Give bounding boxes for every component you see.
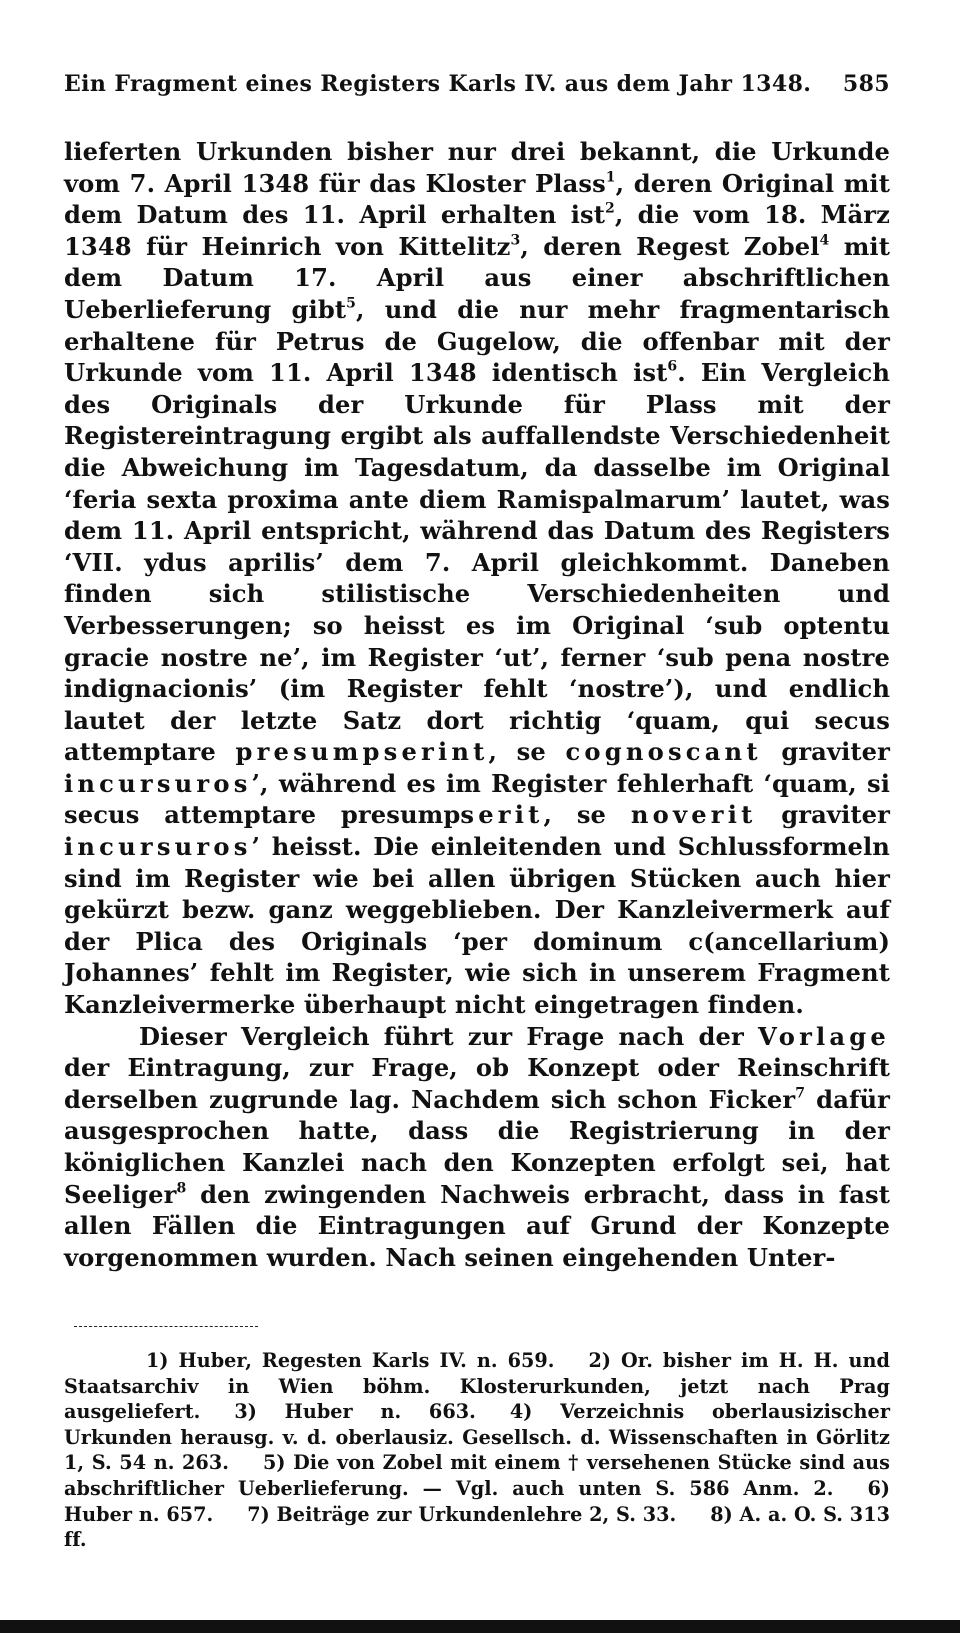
- page-number: 585: [842, 71, 890, 97]
- text-run: mit dem Datum 17. April aus einer abschriftlichen Ueberlieferung gibt: [64, 231, 890, 324]
- footnote-ref: 2: [604, 200, 615, 217]
- text-run: , se: [543, 800, 631, 830]
- text-run: ’, während es im Register fehlerhaft ‘quam, si secus attemptare presump: [64, 768, 890, 830]
- spaced-emphasis: incursuros: [64, 832, 252, 862]
- footnote-6: 6) Huber n. 657.: [64, 1476, 890, 1526]
- text-run: Dieser Vergleich führt zur Frage nach der: [139, 1021, 759, 1051]
- footnotes: [64, 1348, 890, 1553]
- footnote-1: 1) Huber, Regesten Karls IV. n. 659.: [146, 1349, 555, 1372]
- text-run: , die vom 18. März 1348 für Heinrich von Kittelitz: [64, 200, 890, 261]
- footnote-separator: [74, 1326, 258, 1327]
- footnote-ref: 6: [667, 358, 678, 375]
- footnote-8: 8) A. a. O. S. 313 ff.: [64, 1502, 890, 1552]
- paragraph-2: [64, 1021, 890, 1274]
- text-run: . Ein Vergleich des Originals der Urkunde für Plass mit der Registereintragung ergibt als auffallendste Verschiedenheit die Abweichung im Tagesdatum, da dasselbe im Original ‘feria sexta proxima ante diem Ramispalmarum’ lautet, was dem 11. April entspricht, während das Datum des Registers ‘VII. ydus aprilis’ dem 7. April gleichkommt. Daneben finden sich stilistische Verschiedenheiten und Verbesserungen; so heisst es im Original ‘sub optentu gracie nostre ne’, im Register ‘ut’, ferner ‘sub pena nostre indignacionis’ (im Register fehlt ‘nostre’), und endlich lautet der letzte Satz dort richtig ‘quam, qui secus attemptare: [64, 358, 891, 767]
- spaced-emphasis: Vorlage: [758, 1021, 890, 1051]
- paragraph-1: [64, 136, 890, 1021]
- spaced-emphasis: serit: [460, 800, 544, 830]
- main-text: [64, 136, 890, 1273]
- text-run: ’ heisst. Die einleitenden und Schlussformeln sind im Register wie bei allen übrigen Stücken auch hier gekürzt bezw. ganz weggeblieben. Der Kanzleivermerk auf der Plica des Originals ‘per dominum c(ancellarium) Johannes’ fehlt im Register, wie sich in unserem Fragment Kanzleivermerke überhaupt nicht eingetragen finden.: [64, 832, 890, 1020]
- text-run: der Eintragung, zur Frage, ob Konzept oder Reinschrift derselben zugrunde lag. Nachdem sich schon Ficker: [64, 1053, 890, 1114]
- spaced-emphasis: cognoscant: [565, 737, 762, 767]
- text-run: , se: [488, 737, 566, 767]
- text-run: lieferten Urkunden bisher nur drei bekannt, die Urkunde vom 7. April 1348 für das Kloster Plass: [64, 137, 890, 198]
- footnote-ref: 4: [819, 232, 830, 249]
- footnote-2: 2) Or. bisher im H. H. und Staatsarchiv in Wien böhm. Klosterurkunden, jetzt nach Prag ausgeliefert.: [64, 1349, 890, 1424]
- running-header: [64, 70, 890, 98]
- footnote-ref: 3: [510, 232, 521, 249]
- footnote-ref: 8: [176, 1180, 187, 1197]
- footnote-block: [64, 1348, 890, 1553]
- spaced-emphasis: incursuros: [64, 768, 252, 798]
- footnote-5: 5) Die von Zobel mit einem † versehenen Stücke sind aus abschriftlicher Ueberlieferung. — Vgl. auch unten S. 586 Anm. 2.: [64, 1451, 890, 1500]
- scan-border: [0, 1620, 960, 1633]
- spaced-emphasis: noverit: [630, 800, 757, 830]
- footnote-3: 3) Huber n. 663.: [234, 1400, 476, 1424]
- text-run: dafür ausgesprochen hatte, dass die Registrierung in der königlichen Kanzlei nach den Konzepten erfolgt sei, hat Seeliger: [64, 1084, 890, 1209]
- text-run: , deren Original mit dem Datum des 11. April erhalten ist: [64, 168, 890, 230]
- text-run: den zwingenden Nachweis erbracht, dass in fast allen Fällen die Eintragungen auf Grund der Konzepte vorgenommen wurden. Nach seinen eingehenden Unter-: [64, 1179, 890, 1272]
- text-run: , und die nur mehr fragmentarisch erhaltene für Petrus de Gugelow, die offenbar mit der Urkunde vom 11. April 1348 identisch ist: [64, 294, 890, 388]
- running-title: Ein Fragment eines Registers Karls IV. aus dem Jahr 1348.: [64, 71, 812, 97]
- footnote-ref: 1: [605, 169, 616, 186]
- footnote-ref: 5: [346, 295, 356, 312]
- footnote-7: 7) Beiträge zur Urkundenlehre 2, S. 33.: [247, 1502, 677, 1526]
- text-run: , deren Regest Zobel: [520, 231, 820, 261]
- text-run: graviter: [756, 800, 890, 830]
- footnote-ref: 7: [795, 1085, 806, 1102]
- text-run: graviter: [761, 737, 890, 767]
- spaced-emphasis: presumpserint: [235, 737, 489, 767]
- footnote-4: 4) Verzeichnis oberlausizischer Urkunden herausg. v. d. oberlausiz. Gesellsch. d. Wissenschaften in Görlitz 1, S. 54 n. 263.: [64, 1400, 890, 1475]
